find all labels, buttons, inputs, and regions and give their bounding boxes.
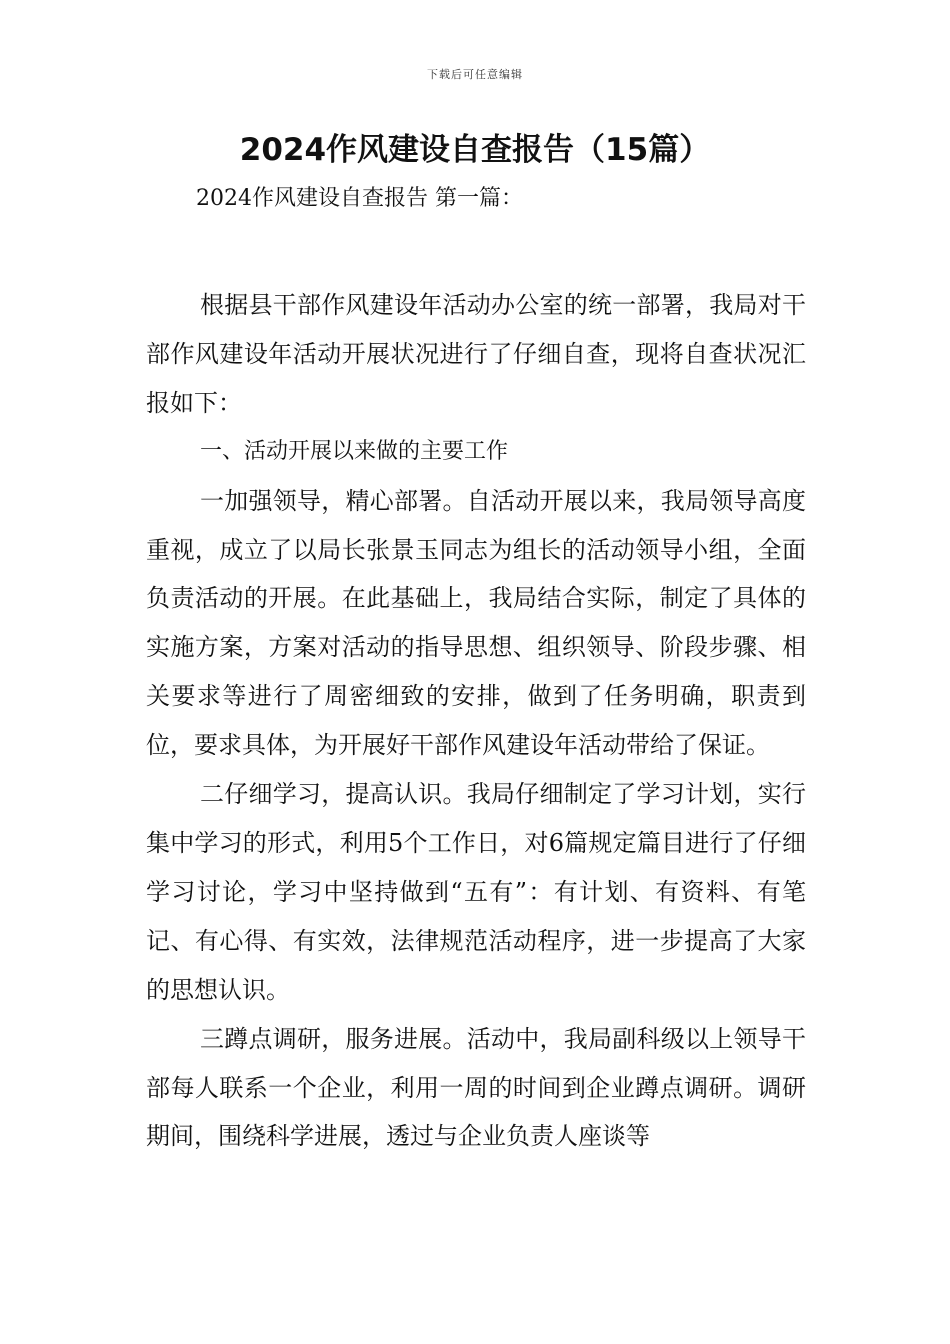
- section-heading: 一、活动开展以来做的主要工作: [200, 438, 509, 464]
- header-note: 下载后可任意编辑: [427, 68, 523, 81]
- paragraph-leadership: 一加强领导，精心部署。自活动开展以来，我局领导高度重视，成立了以局长张景玉同志为组长的活动领导小组，全面负责活动的开展。在此基础上，我局结合实际，制定了具体的实施方案，方案对活动的指导思想、组织领导、阶段步骤、相关要求等进行了周密细致的安排，做到了任务明确，职责到位，要求具体，为开展好干部作风建设年活动带给了保证。: [146, 486, 806, 760]
- paragraph-study: 二仔细学习，提高认识。我局仔细制定了学习计划，实行集中学习的形式，利用5个工作日，对6篇规定篇目进行了仔细学习讨论，学习中坚持做到“五有”：有计划、有资料、有笔记、有心得、有实效，法律规范活动程序，进一步提高了大家的思想认识。: [146, 780, 806, 1004]
- paragraph-research: 三蹲点调研，服务进展。活动中，我局副科级以上领导干部每人联系一个企业，利用一周的时间到企业蹲点调研。调研期间，围绕科学进展，透过与企业负责人座谈等: [146, 1024, 806, 1151]
- document-subtitle: 2024作风建设自查报告 第一篇：: [196, 186, 523, 211]
- paragraph-intro: 根据县干部作风建设年活动办公室的统一部署，我局对干部作风建设年活动开展状况进行了仔细自查，现将自查状况汇报如下：: [146, 291, 806, 417]
- document-title: 2024作风建设自查报告（15篇）: [239, 132, 711, 168]
- document-body: [146, 281, 806, 1161]
